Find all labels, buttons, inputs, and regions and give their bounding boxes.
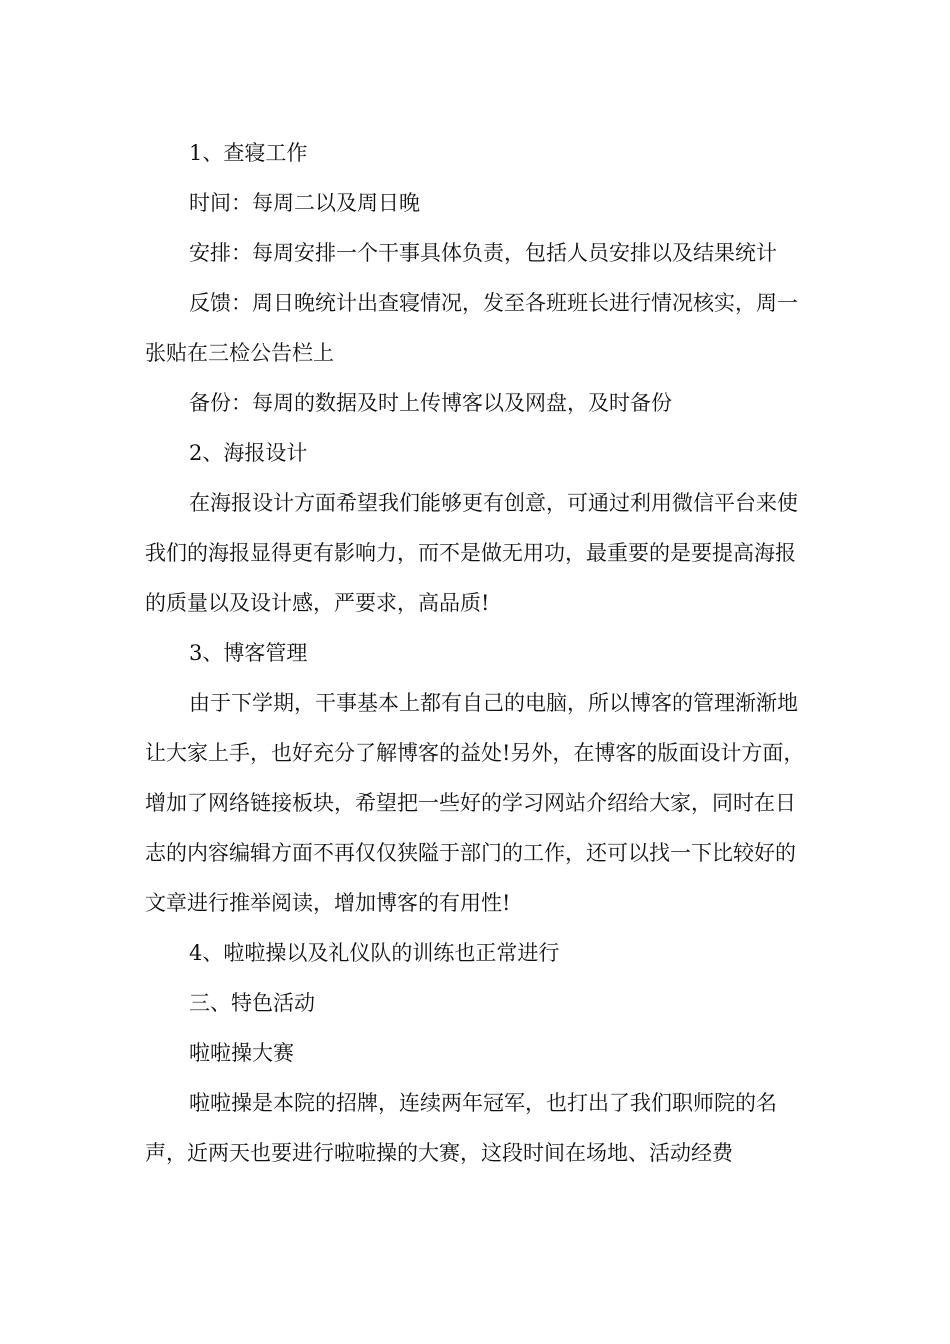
paragraph-time: 时间：每周二以及周日晚 (189, 191, 420, 215)
paragraph-blog-management: 由于下学期，干事基本上都有自己的电脑，所以博客的管理渐渐地让大家上手，也好充分了解博客的益处!另外，在博客的版面设计方面，增加了网络链接板块，希望把一些好的学习网站介绍给大家，同时在日志的内容编辑方面不再仅仅狭隘于部门的工作，还可以找一下比较好的文章进行推举阅读，增加博客的有用性! (145, 691, 805, 915)
heading-special-activities: 三、特色活动 (189, 991, 315, 1015)
paragraph-cheerleading-contest: 啦啦操是本院的招牌，连续两年冠军，也打出了我们职师院的名声，近两天也要进行啦啦操的大赛，这段时间在场地、活动经费 (145, 1091, 777, 1165)
paragraph-feedback: 反馈：周日晚统计出查寝情况，发至各班班长进行情况核实，周一张贴在三检公告栏上 (145, 291, 798, 365)
heading-dorm-check: 1、查寝工作 (189, 141, 308, 165)
paragraph-backup: 备份：每周的数据及时上传博客以及网盘，及时备份 (189, 391, 672, 415)
paragraph-poster-design: 在海报设计方面希望我们能够更有创意，可通过利用微信平台来使我们的海报显得更有影响力，而不是做无用功，最重要的是要提高海报的质量以及设计感，严要求，高品质! (145, 491, 798, 615)
heading-poster-design: 2、海报设计 (189, 441, 308, 465)
heading-blog-management: 3、博客管理 (189, 641, 308, 665)
heading-cheerleading-contest: 啦啦操大赛 (189, 1041, 294, 1065)
paragraph-training: 4、啦啦操以及礼仪队的训练也正常进行 (189, 941, 560, 965)
paragraph-arrangement: 安排：每周安排一个干事具体负责，包括人员安排以及结果统计 (189, 241, 777, 265)
document-body (145, 128, 810, 1178)
